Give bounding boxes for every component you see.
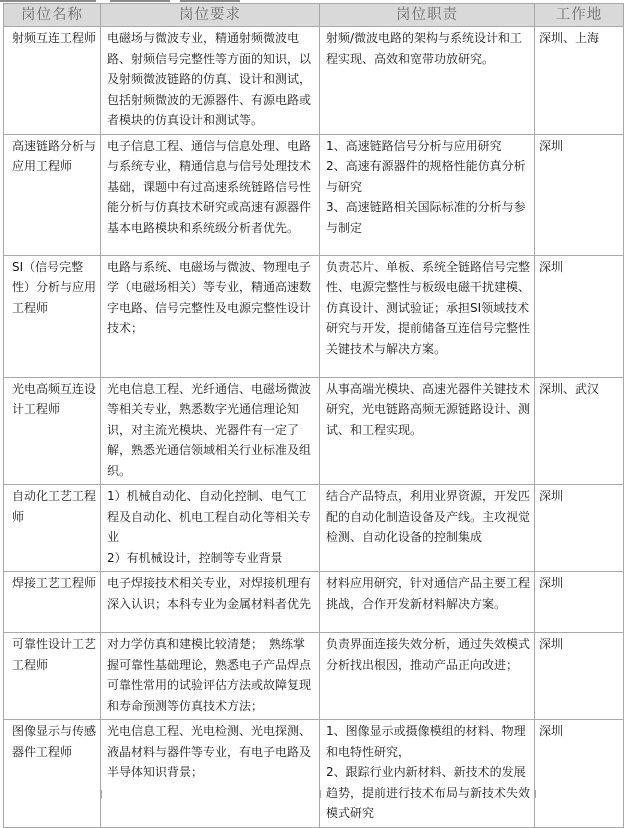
position-name: SI（信号完整性）分析与应用工程师 — [4, 255, 101, 377]
header-position-name: 岗位名称 — [4, 4, 101, 27]
header-location: 工作地 — [535, 4, 624, 27]
table-row — [4, 27, 624, 135]
position-requirements: 1）机械自动化、自动化控制、电气工程及自动化、机电工程自动化等相关专业 2）有机械设计，控制等专业背景 — [101, 485, 320, 572]
position-duties: 射频/微波电路的架构与系统设计和工程实现、高效和宽带功放研究。 — [320, 27, 535, 135]
position-name: 图像显示与传感器件工程师 — [4, 720, 101, 828]
position-name: 射频互连工程师 — [4, 27, 101, 135]
position-requirements: 光电信息工程、光电检测、光电探测、液晶材料与器件等专业，有电子电路及半导体知识背景； — [101, 720, 320, 828]
position-duties: 材料应用研究，针对通信产品主要工程挑战，合作开发新材料解决方案。 — [320, 572, 535, 633]
table-row — [4, 377, 624, 485]
position-location: 深圳 — [535, 720, 624, 828]
position-location: 深圳 — [535, 633, 624, 720]
table-row — [4, 485, 624, 572]
position-location: 深圳 — [535, 572, 624, 633]
job-table — [3, 3, 624, 828]
position-name: 焊接工艺工程师 — [4, 572, 101, 633]
position-location: 深圳 — [535, 255, 624, 377]
position-requirements: 电子焊接技术相关专业，对焊接机理有深入认识；本科专业为金属材料者优先 — [101, 572, 320, 633]
position-name: 光电高频互连设计工程师 — [4, 377, 101, 485]
position-location: 深圳、上海 — [535, 27, 624, 135]
table-header-row — [4, 4, 624, 27]
position-duties: 结合产品特点，利用业界资源，开发匹配的自动化制造设备及产线。主攻视觉检测、自动化设备的控制集成 — [320, 485, 535, 572]
position-location: 深圳 — [535, 485, 624, 572]
table-row — [4, 572, 624, 633]
position-name: 自动化工艺工程师 — [4, 485, 101, 572]
position-duties: 1、图像显示或摄像模组的材料、物理和电特性研究， 2、跟踪行业内新材料、新技术的发展趋势，提前进行技术布局与新技术失效模式研究 — [320, 720, 535, 828]
table-row — [4, 134, 624, 255]
duty-line: 1、高速链路信号分析与应用研究 2、高速有源器件的规格性能仿真分析与研究 3、高速链路相关国际标准的分析与参与制定 — [326, 138, 526, 235]
position-requirements: 电路与系统、电磁场与微波、物理电子学（电磁场相关）等专业，精通高速数字电路、信号完整性及电源完整性设计技术； — [101, 255, 320, 377]
position-requirements: 对力学仿真和建模比较清楚； 熟练掌握可靠性基础理论，熟悉电子产品焊点可靠性常用的试验评估方法或故障复现和寿命预测等仿真技术方法； — [101, 633, 320, 720]
position-duties — [320, 134, 535, 255]
position-duties: 负责芯片、单板、系统全链路信号完整性、电源完整性与板级电磁干扰建模、仿真设计、测试验证；承担SI领域技术研究与开发，提前储备互连信号完整性关键技术与解决方案。 — [320, 255, 535, 377]
position-location: 深圳、武汉 — [535, 377, 624, 485]
position-location: 深圳 — [535, 134, 624, 255]
table-row — [4, 255, 624, 377]
position-requirements: 光电信息工程、光纤通信、电磁场微波等相关专业，熟悉数字光通信理论知识，对主流光模块、光器件有一定了解，熟悉光通信领域相关行业标准及组织。 — [101, 377, 320, 485]
position-name: 高速链路分析与应用工程师 — [4, 134, 101, 255]
position-duties: 从事高端光模块、高速光器件关键技术研究，光电链路高频无源链路设计、测试、和工程实现。 — [320, 377, 535, 485]
position-name: 可靠性设计工艺工程师 — [4, 633, 101, 720]
header-duties: 岗位职责 — [320, 4, 535, 27]
position-requirements: 电子信息工程、通信与信息处理、电路与系统专业，精通信息与信号处理技术基础，课题中有过高速系统链路信号性能分析与仿真技术研究或高速有源器件基本电路模块和系统级分析者优先。 — [101, 134, 320, 255]
position-requirements: 电磁场与微波专业，精通射频微波电路、射频信号完整性等方面的知识，以及射频微波链路的仿真、设计和测试，包括射频微波的无源器件、有源电路或者模块的仿真设计和测试等。 — [101, 27, 320, 135]
position-duties: 负责界面连接失效分析，通过失效模式分析找出根因，推动产品正向改进； — [320, 633, 535, 720]
table-row — [4, 720, 624, 828]
table-row — [4, 633, 624, 720]
header-requirements: 岗位要求 — [101, 4, 320, 27]
